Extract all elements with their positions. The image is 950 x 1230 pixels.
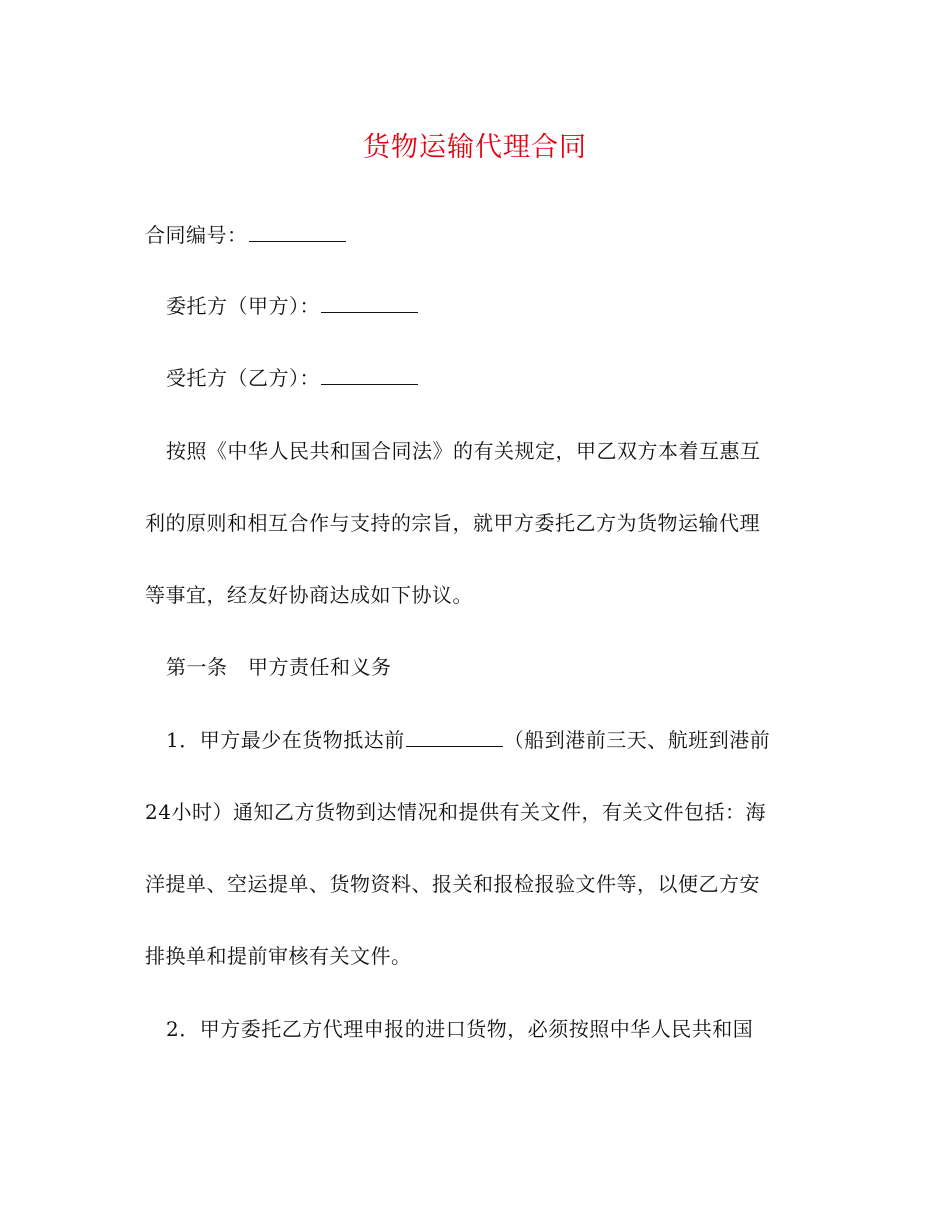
intro-line-2: 利的原则和相互合作与支持的宗旨，就甲方委托乙方为货物运输代理	[145, 511, 760, 535]
party-b-line	[166, 362, 826, 394]
item-1-line-4: 排换单和提前审核有关文件。	[145, 944, 412, 968]
intro-line-3: 等事宜，经友好协商达成如下协议。	[145, 583, 473, 607]
item-1-blank	[406, 724, 503, 747]
item-1-prefix: 1．甲方最少在货物抵达前	[166, 728, 405, 752]
item-1-line-2: 24小时）通知乙方货物到达情况和提供有关文件，有关文件包括：海	[145, 800, 766, 824]
intro-line-1: 按照《中华人民共和国合同法》的有关规定，甲乙双方本着互惠互	[166, 439, 761, 463]
party-b-label: 受托方（乙方）：	[166, 366, 320, 390]
item-1-line-3: 洋提单、空运提单、货物资料、报关和报检报验文件等，以便乙方安	[145, 872, 760, 896]
item-1-suffix: （船到港前三天、航班到港前	[503, 728, 771, 752]
item-1-line-1	[166, 724, 826, 756]
party-a-blank	[321, 290, 418, 313]
party-a-label: 委托方（甲方）：	[166, 294, 320, 318]
party-a-line	[166, 290, 826, 322]
contract-number-blank	[249, 219, 346, 242]
contract-number-line	[145, 219, 805, 251]
document-title: 货物运输代理合同	[363, 132, 587, 163]
article-1-heading: 第一条 甲方责任和义务	[166, 655, 392, 679]
party-b-blank	[321, 362, 418, 385]
item-2-line-1: 2．甲方委托乙方代理申报的进口货物，必须按照中华人民共和国	[166, 1017, 754, 1041]
contract-number-label: 合同编号：	[145, 223, 248, 247]
